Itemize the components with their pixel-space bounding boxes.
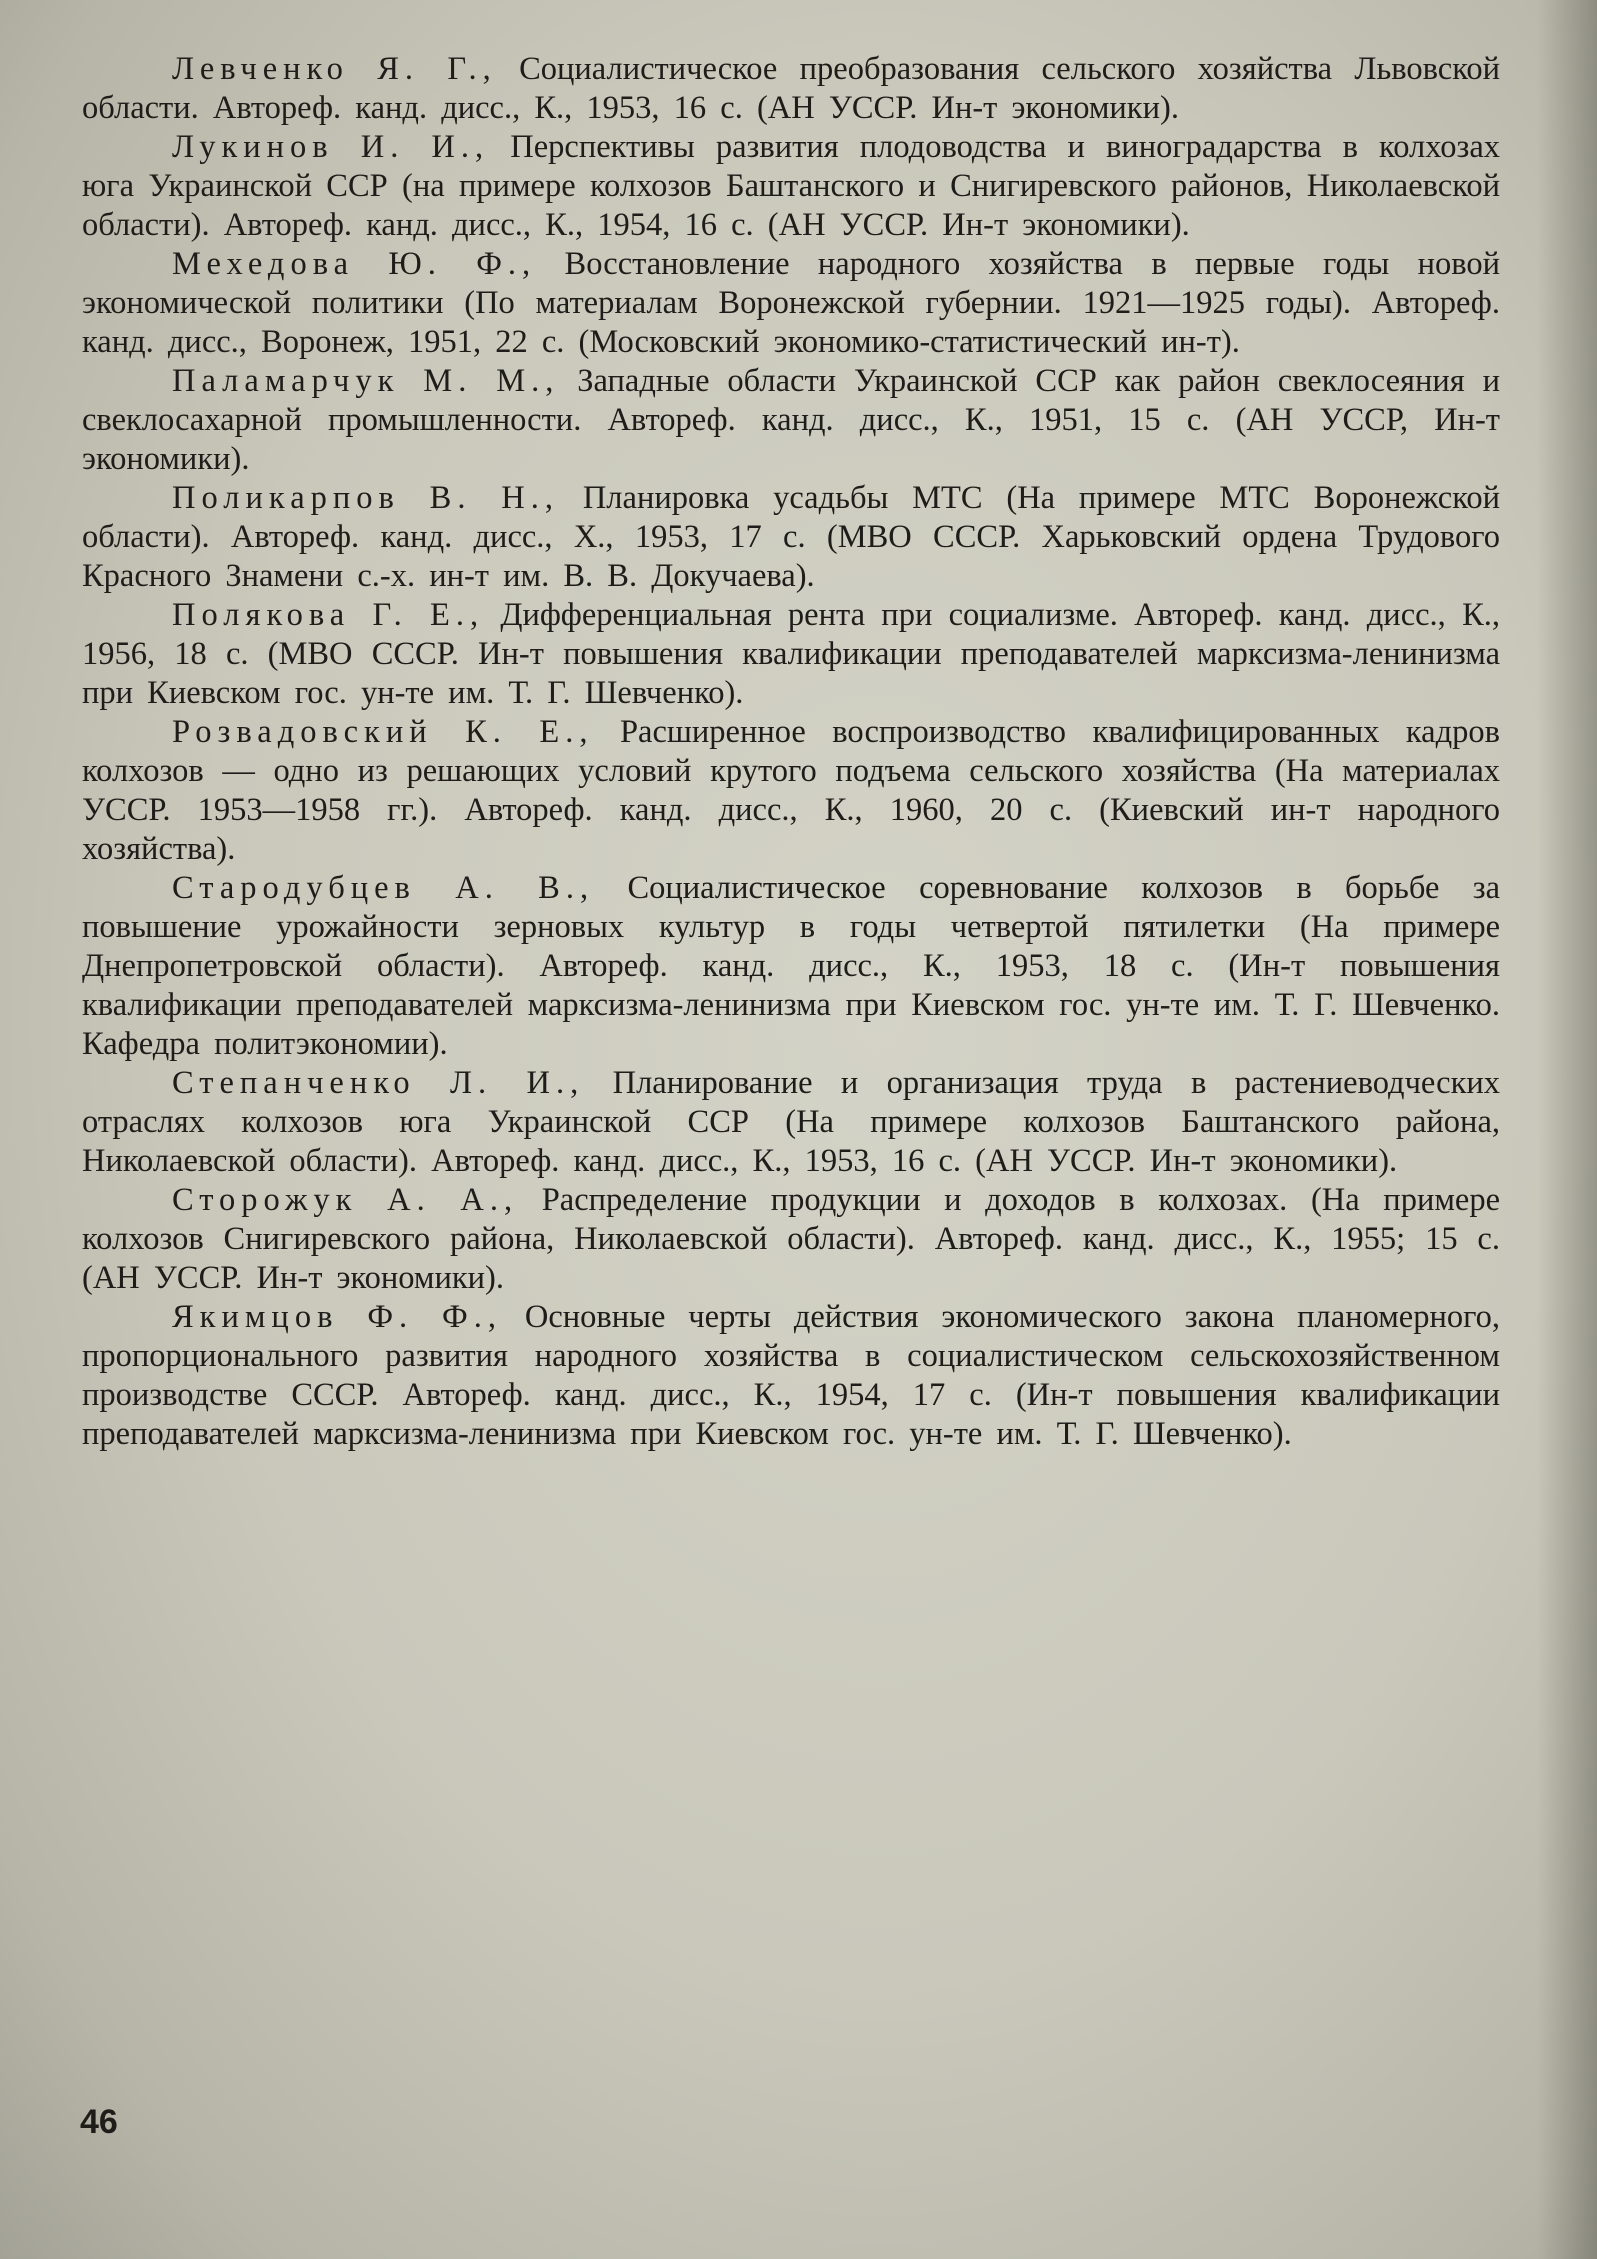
bibliography-entry: [82, 1181, 1500, 1298]
entry-text: Основные черты действия экономического закона планомерного, пропорционального развития народного хозяйства в социалистическом сельскохозяйственном производстве СССР. Автореф. канд. дисс., К., 1954, 17 с. (Ин-т повышения квалификации преподавателей марксизма-ленинизма при Киевском гос. ун-те им. Т. Г. Шевченко).: [82, 1299, 1500, 1452]
bibliography-entry: [82, 596, 1500, 713]
bibliography-entry: [82, 50, 1500, 128]
entry-text: Расширенное воспроизводство квалифицированных кадров колхозов — одно из решающих условий крутого подъема сельского хозяйства (На материалах УССР. 1953—1958 гг.). Автореф. канд. дисс., К., 1960, 20 с. (Киевский ин-т народного хозяйства).: [82, 714, 1500, 867]
page-edge-shadow: [1537, 0, 1597, 2259]
entry-author: Стародубцев А. В.,: [172, 870, 595, 906]
bibliography-entry: [82, 362, 1500, 479]
entry-author: Сторожук А. А.,: [172, 1182, 519, 1218]
entry-text: Западные области Украинской ССР как район свеклосеяния и свеклосахарной промышленности. Автореф. канд. дисс., К., 1951, 15 с. (АН УССР, Ин-т экономики).: [82, 363, 1501, 477]
bibliography-entry: [82, 713, 1500, 869]
entry-text: Перспективы развития плодоводства и виноградарства в колхозах юга Украинской ССР (на примере колхозов Баштанского и Снигиревского районов, Николаевской области). Автореф. канд. дисс., К., 1954, 16 с. (АН УССР. Ин-т экономики).: [82, 129, 1501, 243]
bibliography-entry: [82, 869, 1500, 1064]
entry-text: Планировка усадьбы МТС (На примере МТС Воронежской области). Автореф. канд. дисс., Х., 1953, 17 с. (МВО СССР. Харьковский ордена Трудового Красного Знамени с.-х. ин-т им. В. В. Докучаева).: [82, 480, 1500, 594]
entry-text: Восстановление народного хозяйства в первые годы новой экономической политики (По материалам Воронежской губернии. 1921—1925 годы). Автореф. канд. дисс., Воронеж, 1951, 22 с. (Московский экономико-статистический ин-т).: [82, 246, 1500, 360]
entry-author: Якимцов Ф. Ф.,: [172, 1299, 502, 1335]
page-number: 46: [80, 2103, 118, 2141]
entry-author: Левченко Я. Г.,: [172, 51, 497, 87]
entry-text: Социалистическое соревнование колхозов в борьбе за повышение урожайности зерновых культур в годы четвертой пятилетки (На примере Днепропетровской области). Автореф. канд. дисс., К., 1953, 18 с. (Ин-т повышения квалификации преподавателей марксизма-ленинизма при Киевском гос. ун-те им. Т. Г. Шевченко. Кафедра политэкономии).: [82, 870, 1501, 1062]
entry-author: Степанченко Л. И.,: [172, 1065, 585, 1101]
bibliography-entry: [82, 1064, 1500, 1181]
entry-author: Поликарпов В. Н.,: [172, 480, 560, 516]
entry-text: Планирование и организация труда в растениеводческих отраслях колхозов юга Украинской ССР (На примере колхозов Баштанского района, Николаевской области). Автореф. канд. дисс., К., 1953, 16 с. (АН УССР. Ин-т экономики).: [82, 1065, 1501, 1179]
bibliography-entry: [82, 1298, 1500, 1454]
entry-author: Полякова Г. Е.,: [172, 597, 485, 633]
entry-text: Дифференциальная рента при социализме. Автореф. канд. дисс., К., 1956, 18 с. (МВО СССР. Ин-т повышения квалификации преподавателей марксизма-ленинизма при Киевском гос. ун-те им. Т. Г. Шевченко).: [82, 597, 1500, 711]
entry-text: Распределение продукции и доходов в колхозах. (На примере колхозов Снигиревского района, Николаевской области). Автореф. канд. дисс., К., 1955; 15 с. (АН УССР. Ин-т экономики).: [82, 1182, 1501, 1296]
bibliography-entry: [82, 128, 1500, 245]
entry-author: Мехедова Ю. Ф.,: [172, 246, 537, 282]
bibliography-list: [82, 50, 1500, 1454]
entry-text: Социалистическое преобразования сельского хозяйства Львовской области. Автореф. канд. дисс., К., 1953, 16 с. (АН УССР. Ин-т экономики).: [82, 51, 1501, 126]
bibliography-entry: [82, 479, 1500, 596]
entry-author: Розвадовский К. Е.,: [172, 714, 594, 750]
entry-author: Паламарчук М. М.,: [172, 363, 560, 399]
bibliography-entry: [82, 245, 1500, 362]
entry-author: Лукинов И. И.,: [172, 129, 490, 165]
